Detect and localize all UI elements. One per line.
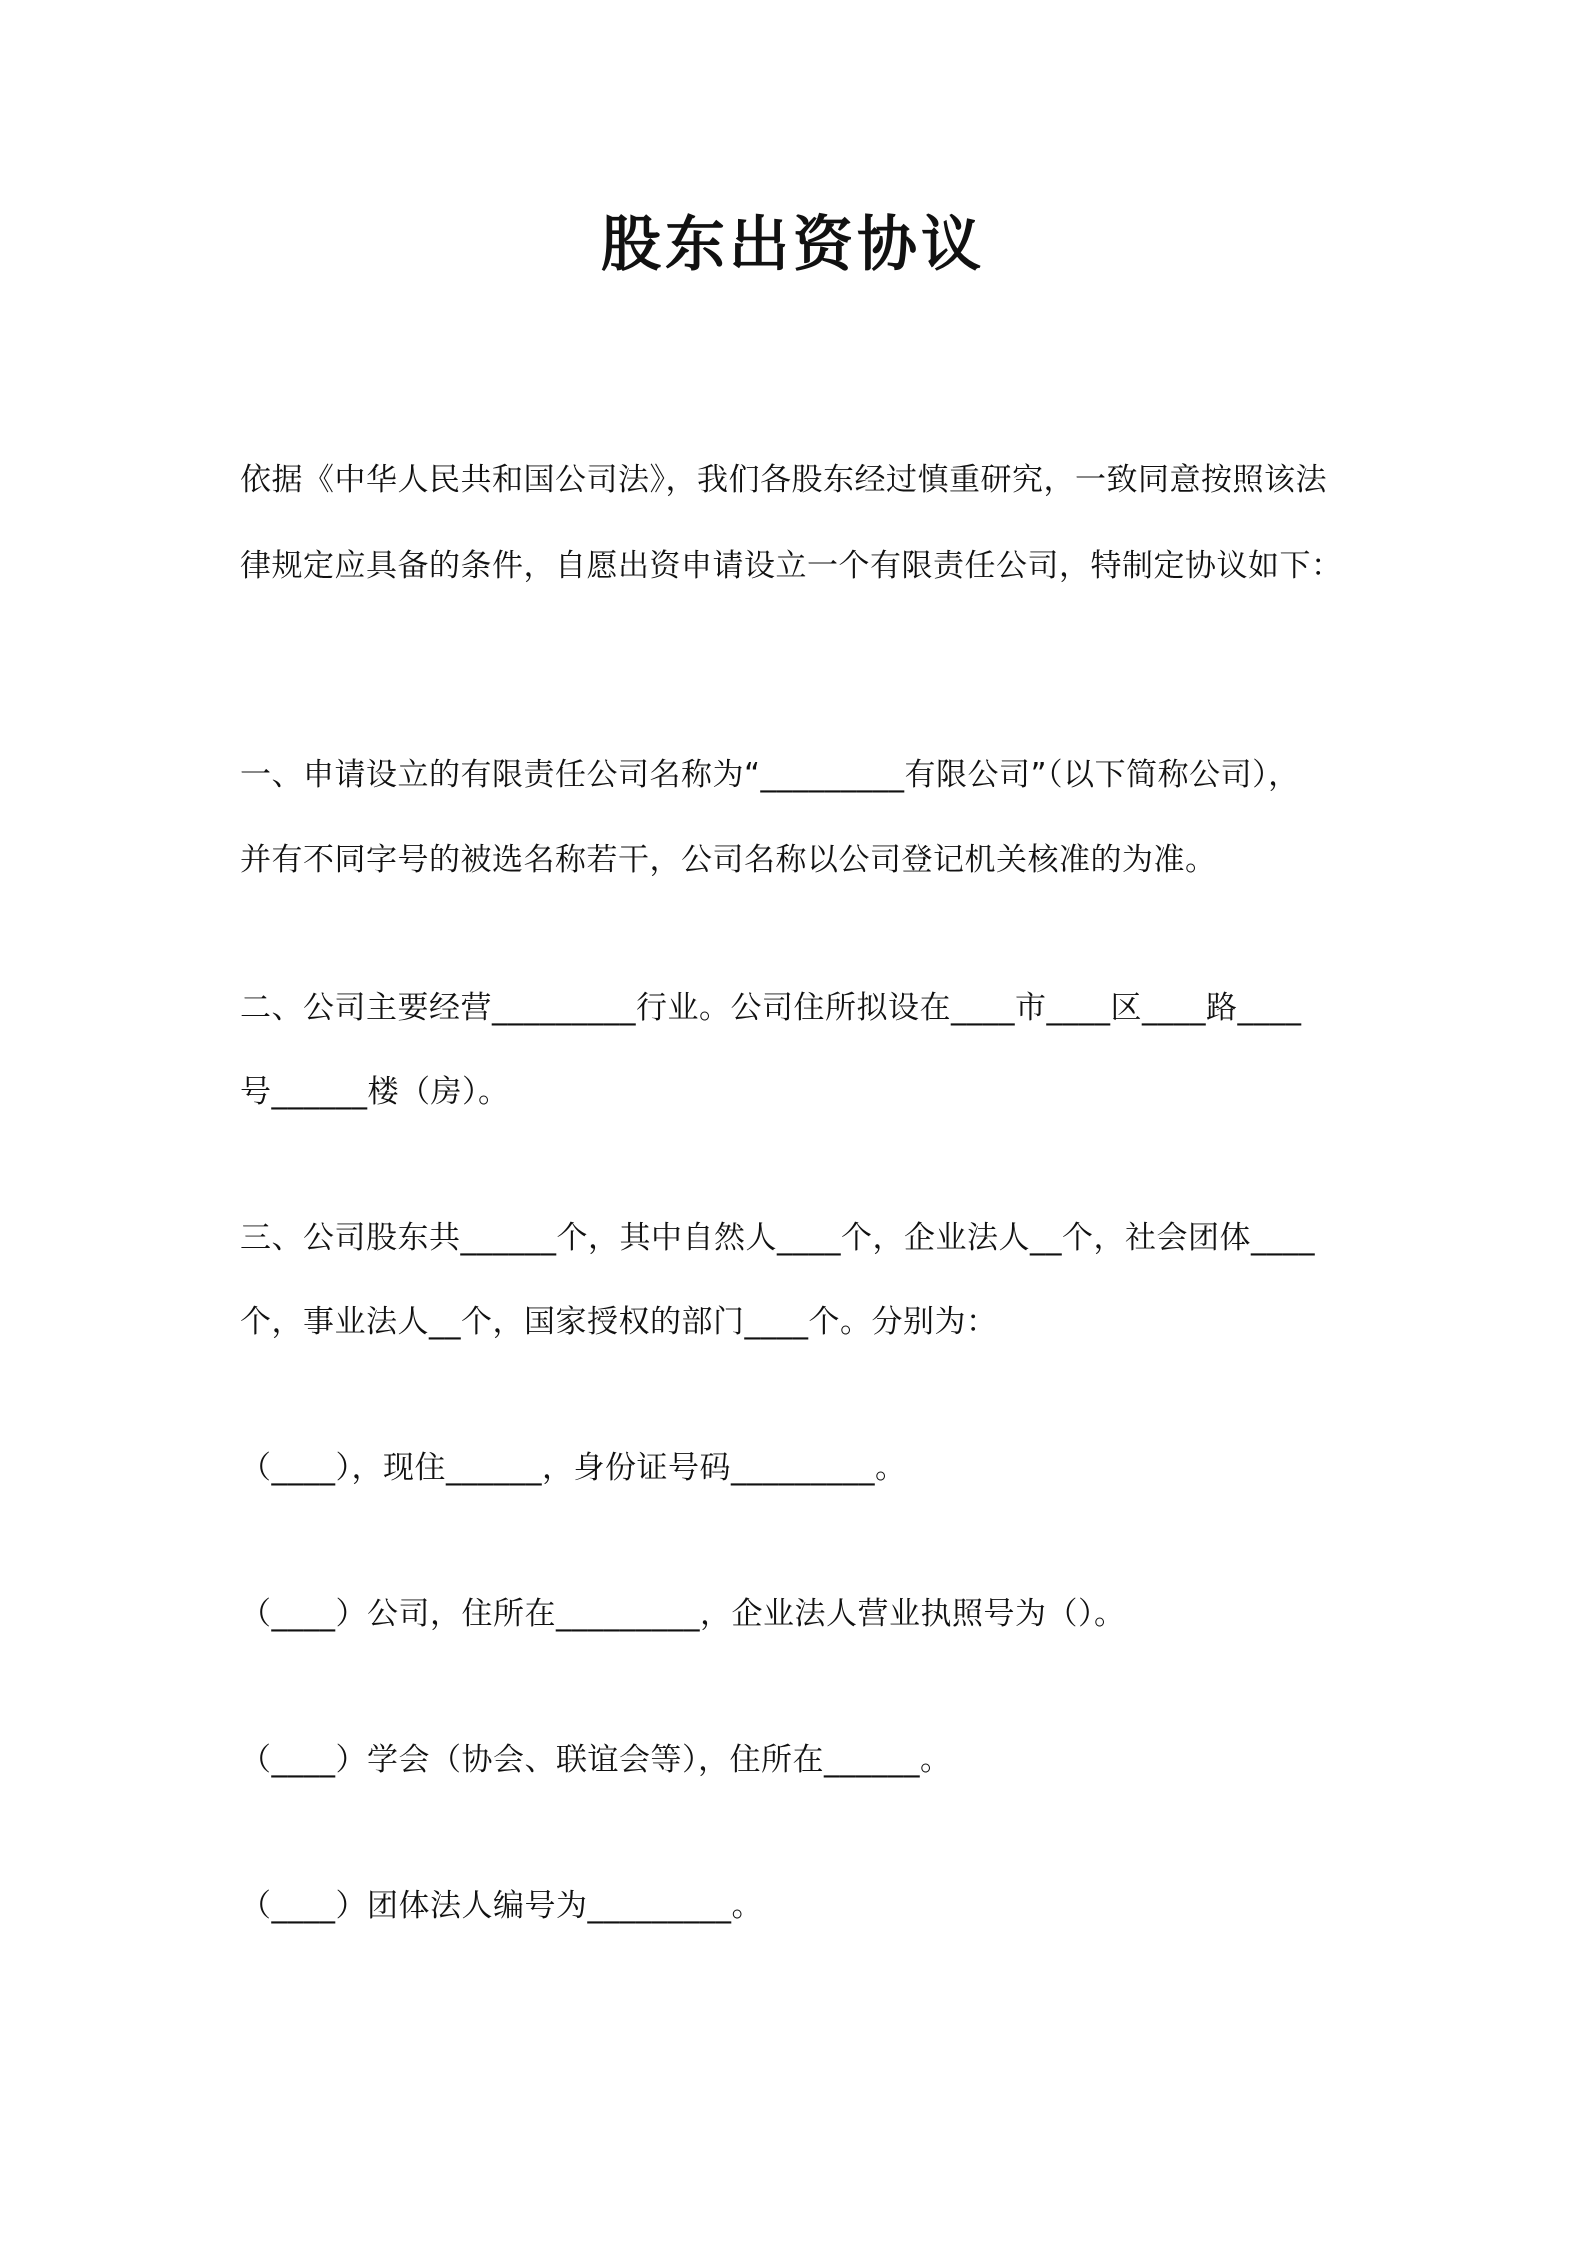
article-1-line-2: 并有不同字号的被选名称若干，公司名称以公司登记机关核准的为准。 — [240, 842, 1217, 878]
article-1-line-1: 一、申请设立的有限责任公司名称为“_________有限公司”（以下简称公司）， — [240, 757, 1300, 793]
shareholder-entry-individual: （____），现住______，身份证号码_________。 — [240, 1450, 907, 1486]
shareholder-entry-company: （____）公司，住所在_________，企业法人营业执照号为（）。 — [240, 1596, 1126, 1632]
preamble-line-2: 律规定应具备的条件，自愿出资申请设立一个有限责任公司，特制定协议如下： — [240, 548, 1343, 584]
shareholder-entry-association: （____）学会（协会、联谊会等），住所在______。 — [240, 1742, 952, 1778]
article-2-line-2: 号______楼（房）。 — [240, 1074, 510, 1110]
article-3-line-1: 三、公司股东共______个，其中自然人____个，企业法人__个，社会团体____ — [240, 1220, 1315, 1256]
preamble-line-1: 依据《中华人民共和国公司法》，我们各股东经过慎重研究，一致同意按照该法 — [240, 462, 1327, 498]
document-title: 股东出资协议 — [601, 210, 985, 280]
shareholder-entry-group: （____）团体法人编号为_________。 — [240, 1888, 763, 1924]
article-3-line-2: 个，事业法人__个，国家授权的部门____个。分别为： — [240, 1304, 998, 1340]
article-2-line-1: 二、公司主要经营_________行业。公司住所拟设在____市____区____路____ — [240, 990, 1302, 1026]
